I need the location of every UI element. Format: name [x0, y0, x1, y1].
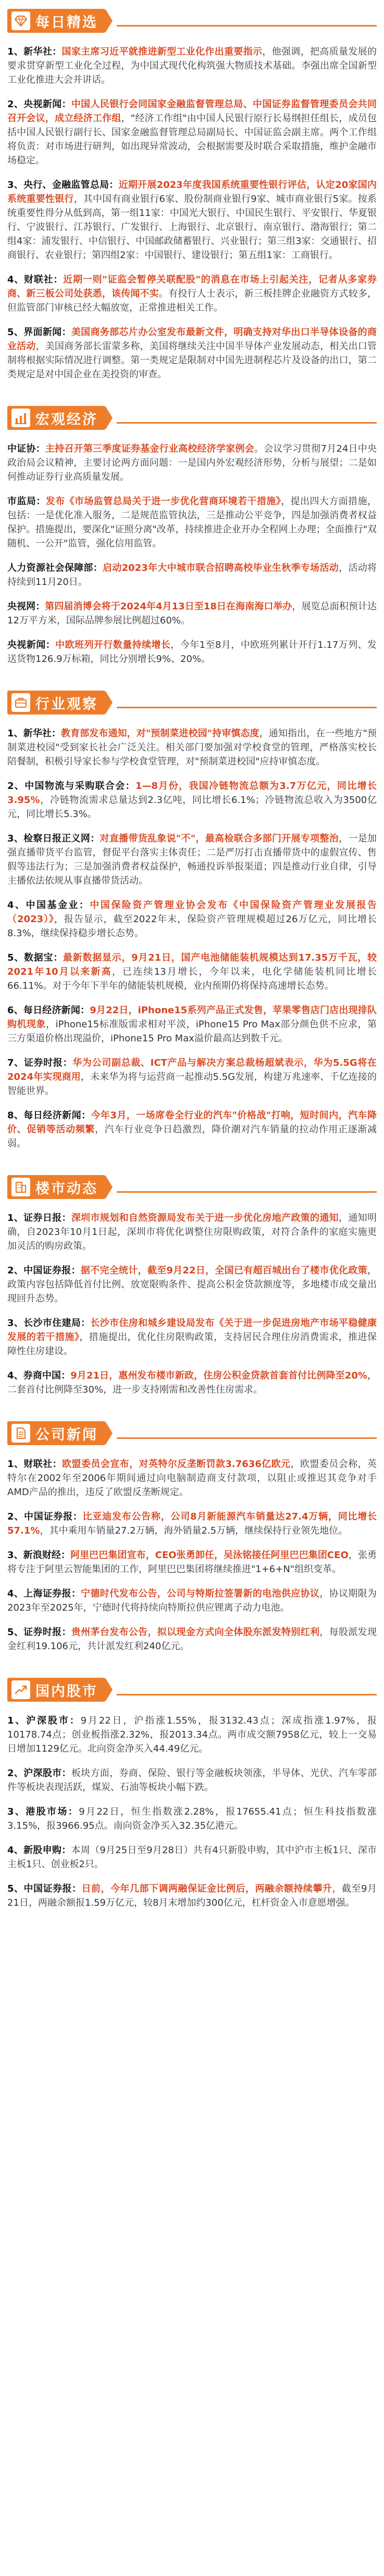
news-item	[7, 1510, 377, 1538]
news-item	[7, 1264, 377, 1306]
news-item	[7, 1882, 377, 1910]
news-item	[7, 1843, 377, 1871]
section-title-box	[7, 691, 105, 715]
bar-chart-icon	[11, 409, 30, 427]
news-headline: 日前，今年几部下调两融保证金比例后，两融余额持续攀升	[81, 1883, 332, 1894]
news-body: ，通知明确，自2023年10月1日起，深圳市将优化调整住房限购政策，对符合条件的家庭实施更加灵活的购房政策。	[7, 1213, 377, 1252]
news-body: ，其中乘用车销量27.2万辆，海外销量2.5万辆，继续保持行业领先地位。	[40, 1525, 348, 1536]
news-item	[7, 951, 377, 993]
news-source: 3、新浪财经：	[7, 1550, 71, 1561]
news-body: ，协议期限为2023年至2025年，宁德时代将持续向特斯拉供应锂离子动力电池。	[7, 1588, 377, 1613]
section-header	[7, 1676, 377, 1703]
section-divider	[117, 1694, 377, 1695]
news-source: 2、中国证券报：	[7, 1265, 81, 1276]
news-headline: 教育部发布通知，对"预制菜进校园"持审慎态度	[61, 728, 259, 739]
news-item	[7, 561, 377, 589]
news-source: 5、证券时报：	[7, 1627, 71, 1638]
news-source: 8、每日经济新闻：	[7, 1110, 91, 1121]
news-body: ，欧盟委员会称，英特尔在2002年至2006年期间通过向电脑制造商支付款项，以阻止或推迟其竞争对手AMD产品的推出，违反了欧盟反垄断规定。	[7, 1459, 377, 1498]
news-body: ，政策内容包括降低首付比例、放宽限购条件、提高公积金贷款额度等，多地楼市成交量出现回升态势。	[7, 1265, 377, 1304]
news-item	[7, 600, 377, 628]
news-item	[7, 1548, 377, 1576]
news-body: 9月22日，沪指涨1.55%，报3132.43点；深成指涨1.97%，报10178.74点；创业板指涨2.32%，报2013.34点。两市成交额7958亿元，较上一交易日增加1129亿元。北向资金净买入44.49亿元。	[7, 1715, 377, 1754]
news-source: 5、界面新闻：	[7, 327, 71, 338]
news-source: 3、检察日报正义网：	[7, 833, 100, 844]
news-source: 2、央视新闻：	[7, 99, 71, 110]
news-item	[7, 178, 377, 262]
news-headline: 贵州茅台发布公告，拟以现金方式向全体股东派发特别红利	[71, 1627, 320, 1638]
news-headline: 启动2023年大中城市联合招聘高校毕业生秋季专场活动	[103, 563, 339, 573]
news-body: ，截至9月21日，两融余额报1.59万亿元，较8月末增加约300亿元，杠杆资金入市意愿增强。	[7, 1883, 377, 1908]
news-source: 3、港股市场：	[7, 1806, 79, 1817]
news-headline: 1—8月份，我国冷链物流总额为3.7万亿元，同比增长3.95%	[7, 781, 377, 806]
news-source: 4、券商中国：	[7, 1370, 71, 1381]
section-title-box	[7, 9, 105, 33]
section-title-box	[7, 406, 105, 430]
news-headline: 欧盟委员会宣布，对英特尔反垄断罚款3.7636亿欧元	[62, 1459, 291, 1470]
news-source: 5、数据宝：	[7, 952, 63, 963]
news-item	[7, 898, 377, 940]
news-source: 3、长沙市住建局：	[7, 1318, 91, 1329]
news-source: 1、证券日报：	[7, 1213, 71, 1223]
section-divider	[117, 25, 377, 27]
news-item	[7, 97, 377, 168]
news-source: 2、中国证券报：	[7, 1511, 83, 1522]
news-body: ，活动将持续到11月20日。	[7, 563, 377, 588]
news-headline: 对直播带货乱象说"不"，最高检联合多部门开展专项整治	[100, 833, 339, 844]
news-source: 市监局：	[7, 496, 46, 507]
news-body: ，展览总面积预计达12万平方米，国际品牌参展比例超过60%。	[7, 601, 377, 626]
news-headline: 今年3月，一场席卷全行业的汽车"价格战"打响，短时间内，汽车降价、促销等活动频繁	[7, 1110, 377, 1135]
news-headline: 主持召开第三季度证券基金行业高校经济学家例会	[45, 443, 254, 454]
news-item	[7, 1714, 377, 1756]
news-item	[7, 442, 377, 484]
news-item	[7, 832, 377, 888]
news-body: ，已连续13月增长，今年以来，电化学储能装机同比增长66.11%。对于今年下半年的储能装机规模，业内预期仍将保持高速增长态势。	[7, 966, 377, 991]
news-body: ，美国商务部长雷蒙多称，美国将继续关注中国半导体产业发展动态，相关出口管制将根据实际情况进行调整。第一类规定是限制对中国先进制程芯片及设备的出口，第二类规定是对中国企业在美投资的审查。	[7, 341, 377, 380]
news-source: 4、新股申购：	[7, 1845, 71, 1856]
news-source: 1、新华社：	[7, 46, 62, 57]
news-body: ，措施提出，优化住房限购政策，支持居民合理住房消费需求，推进保障性住房建设。	[7, 1332, 377, 1357]
news-headline: 中国人民银行会同国家金融监督管理总局、中国证券监督管理委员会共同召开会议，成立经济工作组	[7, 99, 377, 124]
news-headline: 发布《市场监管总局关于进一步优化营商环境若干措施》	[45, 496, 281, 507]
news-headline: 最新数据显示，9月21日，国产电池储能装机规模达到17.35万千瓦，较2021年10月以来新高	[7, 952, 377, 977]
news-source: 央视新闻：	[7, 640, 56, 651]
news-body: ，其中国有商业银行6家、股份制商业银行9家、城市商业银行5家。按系统重要性得分从低到高，第一组11家：中国光大银行、中国民生银行、平安银行、华夏银行、宁波银行、江苏银行、广发银行、上海银行、北京银行、南京银行、渤海银行；第二组4家：浦发银行、中信银行、中国邮政储蓄银行、兴业银行；第三组3家：交通银行、招商银行、农业银行；第四组2家：中国银行、建设银行；第五组1家：工商银行。	[7, 194, 377, 261]
news-headline: 近期开展2023年度我国系统重要性银行评估，认定20家国内系统重要性银行	[7, 180, 377, 205]
news-source: 4、中国基金业：	[7, 900, 90, 911]
news-headline: 9月22日，iPhone15系列产品正式发售，苹果零售店门店出现排队购机现象	[7, 1005, 377, 1030]
section-divider	[117, 1437, 377, 1439]
section-gap	[7, 1161, 377, 1170]
news-source: 3、央行、金融监管总局：	[7, 180, 119, 190]
section-header	[7, 689, 377, 716]
news-headline: 长沙市住房和城乡建设局发布《关于进一步促进房地产市场平稳健康发展的若干措施》	[7, 1318, 377, 1343]
building-icon	[11, 1178, 30, 1196]
section-header	[7, 7, 377, 34]
news-body: 。有投行人士表示，新三板挂牌企业融资方式较多，但监管部门审核已经大幅放宽，正常推进相关工作。	[7, 288, 377, 313]
section-title: 每日精选	[35, 14, 98, 31]
news-source: 1、新华社：	[7, 728, 61, 739]
section-divider	[117, 707, 377, 708]
news-body: ，每股派发现金红利19.106元，共计派发红利240亿元。	[7, 1627, 377, 1652]
news-item	[7, 1457, 377, 1499]
news-item	[7, 1625, 377, 1653]
section-title: 国内股市	[35, 1683, 98, 1700]
news-item	[7, 1587, 377, 1615]
diamond-icon	[11, 11, 30, 30]
news-headline: 中国保险资产管理业协会发布《中国保险资产管理业发展报告（2023）》	[7, 900, 377, 925]
news-source: 1、沪深股市：	[7, 1715, 81, 1726]
section-header	[7, 404, 377, 431]
news-item	[7, 1766, 377, 1794]
news-item	[7, 726, 377, 769]
news-item	[7, 325, 377, 381]
news-item	[7, 1369, 377, 1397]
news-item	[7, 1108, 377, 1151]
news-body: ，张勇将专注于阿里云智能集团的工作，阿里巴巴集团将继续推进"1+6+N"组织变革。	[7, 1550, 377, 1575]
news-source: 中证协：	[7, 443, 45, 454]
news-source: 5、中国证券报：	[7, 1883, 82, 1894]
news-body: 9月22日，恒生指数涨2.28%，报17655.41点；恒生科技指数涨3.15%，报3966.95点。南向资金净买入32.35亿港元。	[7, 1806, 377, 1831]
news-source: 4、财联社：	[7, 274, 64, 285]
section-title: 公司新闻	[35, 1426, 98, 1443]
news-headline: 华为公司副总裁、ICT产品与解决方案总裁杨超斌表示，华为5.5G将在2024年实现商用	[7, 1057, 377, 1082]
news-item	[7, 1003, 377, 1045]
news-body: ，iPhone15标准版需求相对平淡，iPhone15 Pro Max部分颜色供不应求，第三方渠道价格出现溢价，iPhone15 Pro Max溢价最高达到数千元。	[7, 1019, 377, 1044]
news-body: ，二套首付比例降至30%，进一步支持刚需和改善性住房需求。	[7, 1370, 377, 1395]
news-body: ，冷链物流需求总量达到2.3亿吨，同比增长6.1%；冷链物流总收入为3500亿元，同比增长5.3%。	[7, 795, 377, 820]
news-headline: 宁德时代发布公告，公司与特斯拉签署新的电池供应协议	[81, 1588, 320, 1599]
news-headline: 9月21日，惠州发布楼市新政，住房公积金贷款首套首付比例降至20%	[70, 1370, 367, 1381]
news-item	[7, 1211, 377, 1253]
news-source: 7、证券时报：	[7, 1057, 73, 1068]
news-body: 本周（9月25日至9月28日）共有4只新股申购，其中沪市主板1只、深市主板1只、创业板2只。	[7, 1845, 377, 1870]
news-body: ，今年1至8月，中欧班列累计开行1.17万列、发送货物126.9万标箱，同比分别增长9%、20%。	[7, 640, 377, 665]
news-headline: 阿里巴巴集团宣布，CEO张勇卸任，吴泳铭接任阿里巴巴集团CEO	[70, 1550, 349, 1561]
news-body: ，汽车行业竞争日趋激烈，降价潮对汽车销量的拉动作用正逐渐减弱。	[7, 1124, 377, 1149]
section-divider	[117, 422, 377, 424]
news-source: 央视网：	[7, 601, 45, 612]
news-item	[7, 779, 377, 821]
section-gap	[7, 1664, 377, 1673]
news-body: ，报告显示，截至2022年末，保险资产管理规模超过26万亿元，同比增长8.3%，继续保持稳步增长态势。	[7, 914, 377, 939]
news-source: 人力资源社会保障部：	[7, 563, 103, 573]
section-gap	[7, 677, 377, 686]
news-headline: 据不完全统计，截至9月22日，全国已有超百城出台了楼市优化政策	[80, 1265, 367, 1276]
news-body: ，通知指出，在一些地方"预制菜进校园"受到家长社会广泛关注。相关部门要加强对学校食堂的管理，严格落实校长陪餐制，积极引导家长参与学校食堂管理，对"预制菜进校园"应持审慎态度。	[7, 728, 377, 767]
news-body: 。会议学习贯彻7月24日中央政治局会议精神，主要讨论两方面问题：一是国内外宏观经济形势，分析与展望；二是如何推动证券行业高质量发展。	[7, 443, 377, 482]
news-headline: 美国商务部芯片办公室发布最新文件，明确支持对华出口半导体设备的商业活动	[7, 327, 377, 352]
section-title: 行业观察	[35, 696, 98, 712]
news-headline: 中欧班列开行数量持续增长	[55, 640, 171, 651]
section-title: 楼市动态	[35, 1180, 98, 1197]
news-headline: 比亚迪发布公告称，公司8月新能源汽车销量达27.4万辆，同比增长57.1%	[7, 1511, 377, 1536]
briefcase-icon	[11, 693, 30, 712]
news-headline: 国家主席习近平就推进新型工业化作出重要指示	[61, 46, 263, 57]
news-source: 6、每日经济新闻：	[7, 1005, 90, 1016]
news-headline: 深圳市规划和自然资源局发布关于进一步优化房地产政策的通知	[71, 1213, 339, 1223]
section-title-box	[7, 1175, 105, 1199]
section-title: 宏观经济	[35, 411, 98, 428]
trend-icon	[11, 1680, 30, 1699]
news-body: ，他强调，把高质量发展的要求贯穿新型工业化全过程，为中国式现代化构筑强大物质技术基础。李强出席全国新型工业化推进大会并讲话。	[7, 46, 377, 85]
section-gap	[7, 392, 377, 401]
news-item	[7, 494, 377, 551]
news-headline: 近期一则"证监会暂停关联配股"的消息在市场上引起关注，记者从多家券商、新三板公司处获悉，该传闻不实	[7, 274, 377, 299]
news-body: ，提出四大方面措施，包括：一是优化准入服务，二是规范监管执法，三是推动公平竞争，四是加强消费者权益保护。措施提出，要深化"证照分离"改革，持续推进企业开办全程网上办理；全面推行"双随机、一公开"监管，强化信用监管。	[7, 496, 377, 549]
news-source: 4、上海证券报：	[7, 1588, 81, 1599]
news-source: 2、沪深股市：	[7, 1768, 71, 1779]
news-body: ，未来华为将与运营商一起推动5.5G发展，构建万兆速率、千亿连接的智能世界。	[7, 1072, 377, 1096]
news-body: 板块方面，券商、保险、银行等金融板块领涨，半导体、光伏、汽车零部件等板块表现活跃，煤炭、石油等板块小幅下跌。	[7, 1768, 377, 1793]
section-header	[7, 1174, 377, 1201]
section-title-box	[7, 1678, 105, 1702]
section-title-box	[7, 1421, 105, 1445]
news-body: ，"经济工作组"由中国人民银行原行长易纲担任组长，成员包括中国人民银行副行长、国家金融监督管理总局副局长、中国证监会副主席。两个工作组将负责：对市场进行研判，如出现异常波动，会根据需要及时联合采取措施，维护金融市场稳定。	[7, 113, 377, 166]
news-source: 1、财联社：	[7, 1459, 63, 1470]
section-header	[7, 1420, 377, 1447]
news-headline: 第四届消博会将于2024年4月13日至18日在海南海口举办	[45, 601, 292, 612]
news-item	[7, 1056, 377, 1098]
document-icon	[11, 1424, 30, 1443]
news-item	[7, 638, 377, 666]
section-divider	[117, 1191, 377, 1193]
news-item	[7, 45, 377, 87]
news-item	[7, 1805, 377, 1833]
news-source: 2、中国物流与采购联合会：	[7, 781, 135, 792]
news-body: ，一是加强直播带货平台监管，督促平台落实主体责任；二是严厉打击直播带货中的虚假宣传、售假等违法行为；三是加强消费者权益保护，畅通投诉举报渠道；四是推动行业自律，引导主播依法依规从事直播带货活动。	[7, 833, 377, 886]
section-gap	[7, 1407, 377, 1417]
news-item	[7, 273, 377, 315]
news-item	[7, 1316, 377, 1358]
